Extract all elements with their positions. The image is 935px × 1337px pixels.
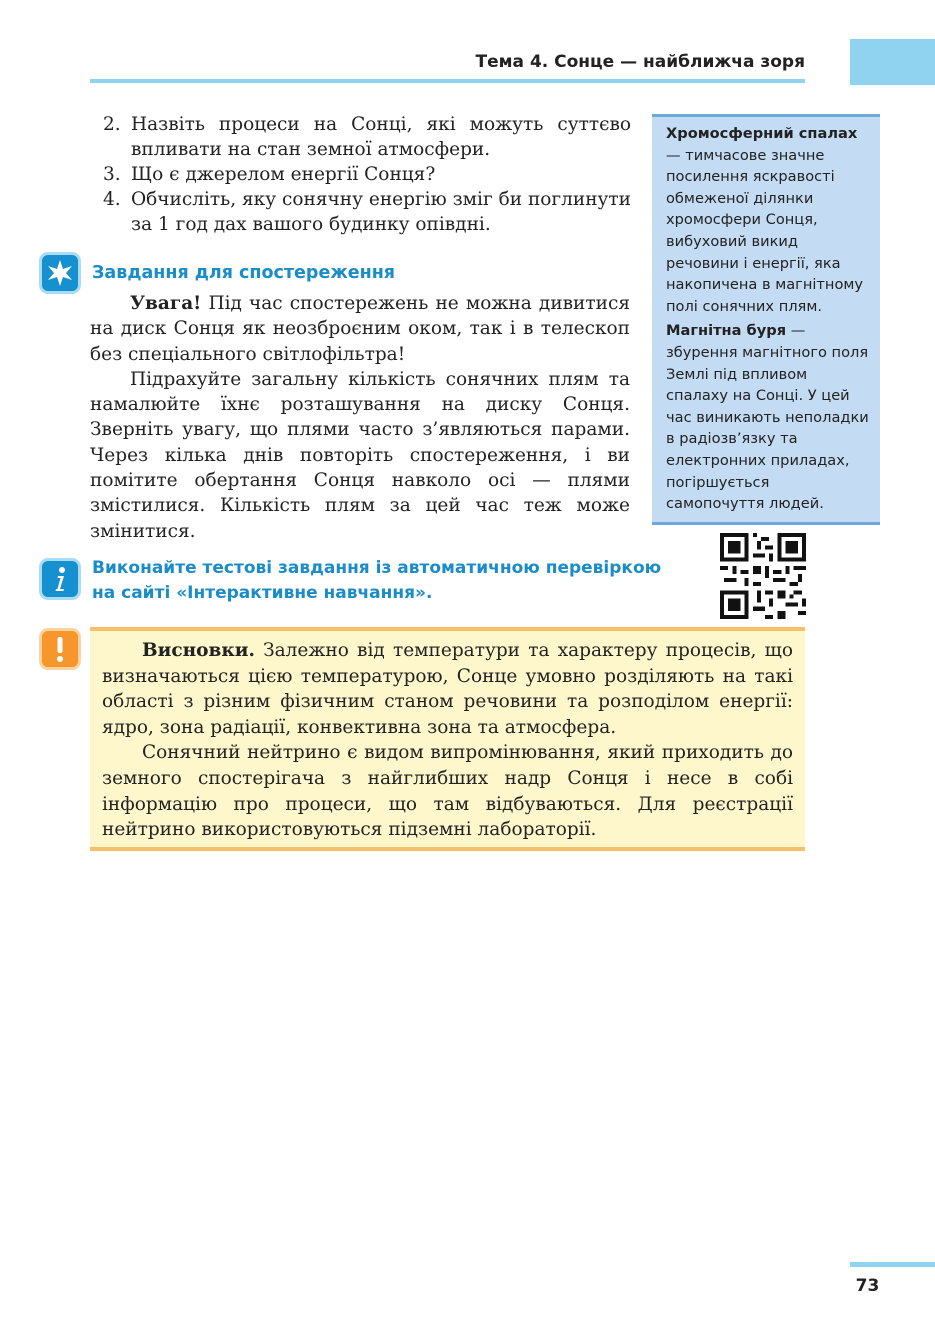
conclusion-text-1: Залежно від температури та характеру процесів, що визначаються цією температурою, Сонце умовно розділяють на такі області з різним фізичним станом речовини та розподілом енергії: ядро, зона радіації, конвективна зона та атмосфера. [102, 640, 793, 738]
header-tab [850, 39, 935, 85]
conclusion-paragraph-2: Сонячний нейтрино є видом випромінювання, який приходить до земного спостерігача з найглибших надр Сонця і несе в собі інформацію про процеси, що там відбуваються. Для реєстрації нейтрино використовуються підземні лабораторії. [102, 742, 793, 841]
glossary-definition: — збурення магнітного поля Землі під впливом спалаху на Сонці. У цей час виникають неполадки в радіозв’язку та електронних приладах, погіршується самопочуття людей. [666, 322, 869, 513]
glossary-entry-chromospheric-flare [666, 123, 870, 317]
qr-code-icon[interactable] [720, 533, 806, 619]
observation-title: Завдання для спостереження [92, 263, 396, 283]
glossary-definition: — тимчасове значне посилення яскравості обмеженої ділянки хромосфери Сонця, вибуховий викид речовини і енергії, яка накопичена в магнітному полі сонячних плям. [666, 146, 864, 315]
star-icon [39, 252, 81, 294]
task-paragraph: Підрахуйте загальну кількість сонячних плям та намалюйте їхнє розташування на диску Сонця. Зверніть увагу, що плями часто з’являються парами. Через кілька днів повторіть спостереження, і ви помітите обертання Сонця навколо осі — плями змістилися. Кількість плям за цей час теж може змінитися. [90, 368, 630, 542]
interactive-note-line-2: на сайті «Інтерактивне навчання». [92, 583, 433, 603]
question-item [103, 112, 631, 162]
question-text: Обчисліть, яку сонячну енергію зміг би поглинути за 1 год дах вашого будинку опівдні. [131, 189, 631, 235]
question-number: 4. [103, 189, 121, 210]
warning-paragraph [90, 291, 630, 367]
glossary-box [652, 114, 880, 525]
warning-label: Увага! [130, 293, 202, 314]
question-text: Що є джерелом енергії Сонця? [131, 164, 436, 185]
glossary-entry-magnetic-storm [666, 320, 870, 514]
page-header-title: Тема 4. Сонце — найближча зоря [475, 52, 805, 72]
question-number: 3. [103, 164, 121, 185]
info-icon [39, 558, 81, 600]
interactive-note [92, 556, 672, 606]
question-list [103, 112, 631, 237]
glossary-term: Магнітна буря [666, 322, 787, 340]
header-rule [90, 79, 805, 83]
question-item [103, 162, 631, 187]
warning-text: Під час спостережень не можна дивитися на диск Сонця як неозброєним оком, так і в телескоп без спеціального світлофільтра! [90, 293, 630, 365]
exclamation-icon [39, 628, 81, 670]
interactive-note-line-1: Виконайте тестові завдання із автоматичною перевіркою [92, 558, 662, 578]
conclusion-paragraph-1 [102, 638, 793, 740]
question-text: Назвіть процеси на Сонці, які можуть суттєво впливати на стан земної атмосфери. [131, 114, 631, 160]
observation-body [90, 291, 630, 544]
conclusions-box [90, 627, 805, 851]
glossary-term: Хромосферний спалах [666, 125, 858, 142]
question-item [103, 187, 631, 237]
page-number: 73 [855, 1276, 880, 1296]
conclusion-label: Висновки. [142, 640, 255, 661]
question-number: 2. [103, 114, 121, 135]
footer-rule [850, 1262, 935, 1267]
